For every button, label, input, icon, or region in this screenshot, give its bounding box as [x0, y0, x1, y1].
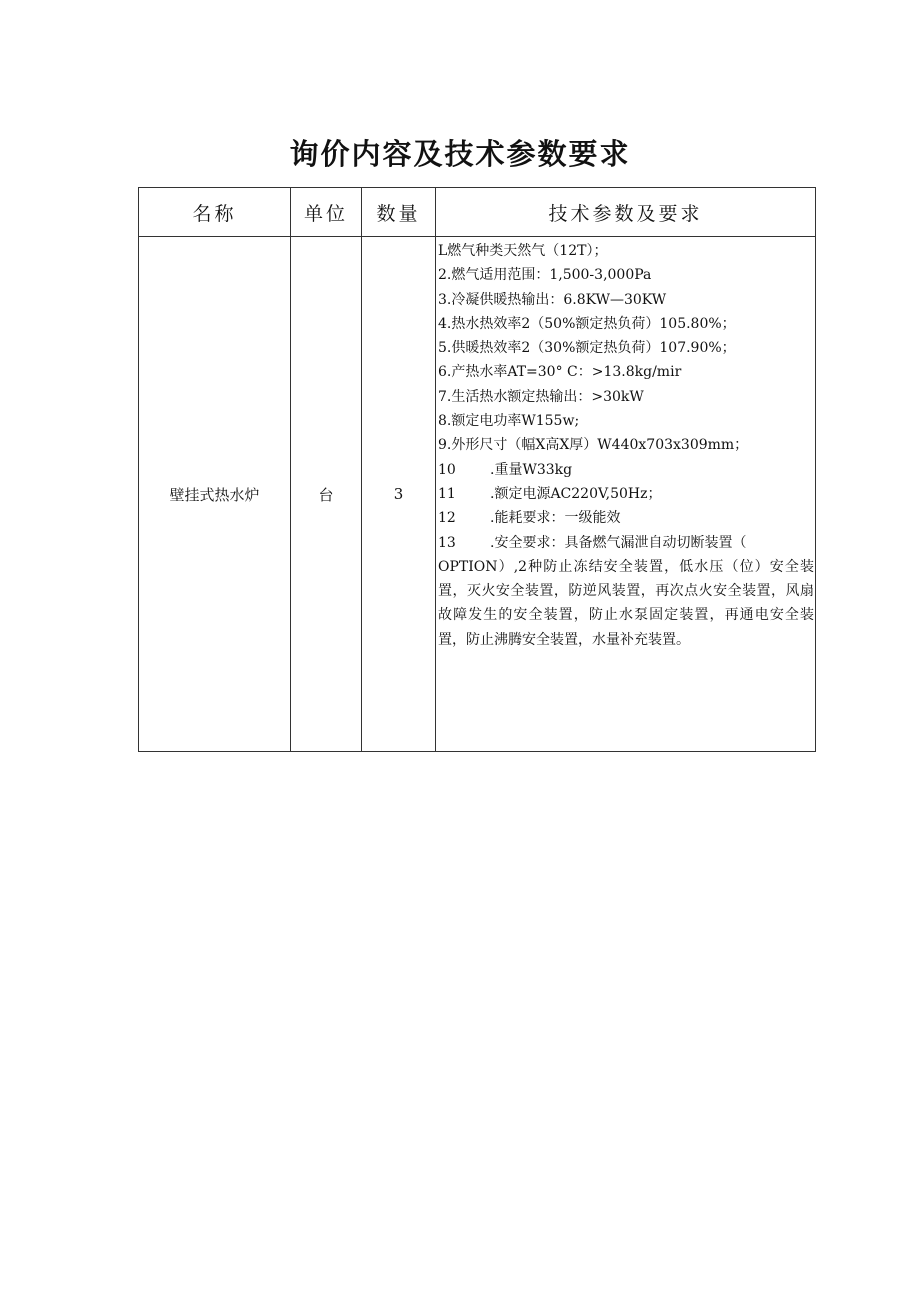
spec-number: 11	[438, 485, 456, 502]
spec-number: 12	[438, 510, 456, 527]
spec-line: 2.燃气适用范围：1,500-3,000Pa	[438, 267, 652, 284]
table-row	[139, 237, 816, 752]
cell-unit: 台	[291, 237, 362, 752]
header-quantity: 数量	[362, 188, 436, 237]
spec-number: 10	[438, 461, 456, 478]
header-requirements: 技术参数及要求	[436, 188, 816, 237]
cell-quantity: 3	[362, 237, 436, 752]
cell-requirements	[436, 237, 816, 752]
spec-table	[138, 187, 816, 752]
spec-number: 13	[438, 534, 456, 551]
spec-line: 8.额定电功率W155w;	[438, 413, 580, 430]
spec-line: 7.生活热水额定热输出：>30kW	[438, 388, 644, 405]
spec-line-numbered	[438, 506, 814, 530]
page-title: 询价内容及技术参数要求	[289, 137, 631, 171]
spec-line: 3.冷凝供暖热输出：6.8KW—30KW	[438, 291, 667, 308]
spec-line: 4.热水热效率2（50%额定热负荷）105.80%；	[438, 315, 736, 332]
spec-text: .额定电源AC220V,50Hz；	[490, 485, 662, 502]
spec-line-numbered	[438, 458, 814, 482]
cell-name: 壁挂式热水炉	[139, 237, 291, 752]
spec-line: 5.供暖热效率2（30%额定热负荷）107.90%；	[438, 340, 736, 357]
spec-line-numbered	[438, 482, 814, 506]
table-header-row	[139, 188, 816, 237]
spec-line: 9.外形尺寸（幅X高X厚）W440x703x309mm；	[438, 437, 749, 454]
spec-line: L燃气种类天然气（12T）；	[438, 243, 608, 259]
header-name: 名称	[139, 188, 291, 237]
spec-text: .重量W33kg	[490, 461, 573, 478]
spec-line-numbered	[438, 531, 814, 555]
spec-paragraph: OPTION）,2种防止冻结安全装置，低水压（位）安全装置，灭火安全装置，防逆风装置，再次点火安全装置，风扇故障发生的安全装置，防止水泵固定装置，再通电安全装置，防止沸腾安全装置，水量补充装置。	[438, 558, 814, 648]
spec-text: .安全要求：具备燃气漏泄自动切断装置（	[490, 534, 747, 551]
spec-line: 6.产热水率AT=30° C：>13.8kg/mir	[438, 364, 682, 381]
spec-text: .能耗要求：一级能效	[490, 510, 621, 527]
header-unit: 单位	[291, 188, 362, 237]
